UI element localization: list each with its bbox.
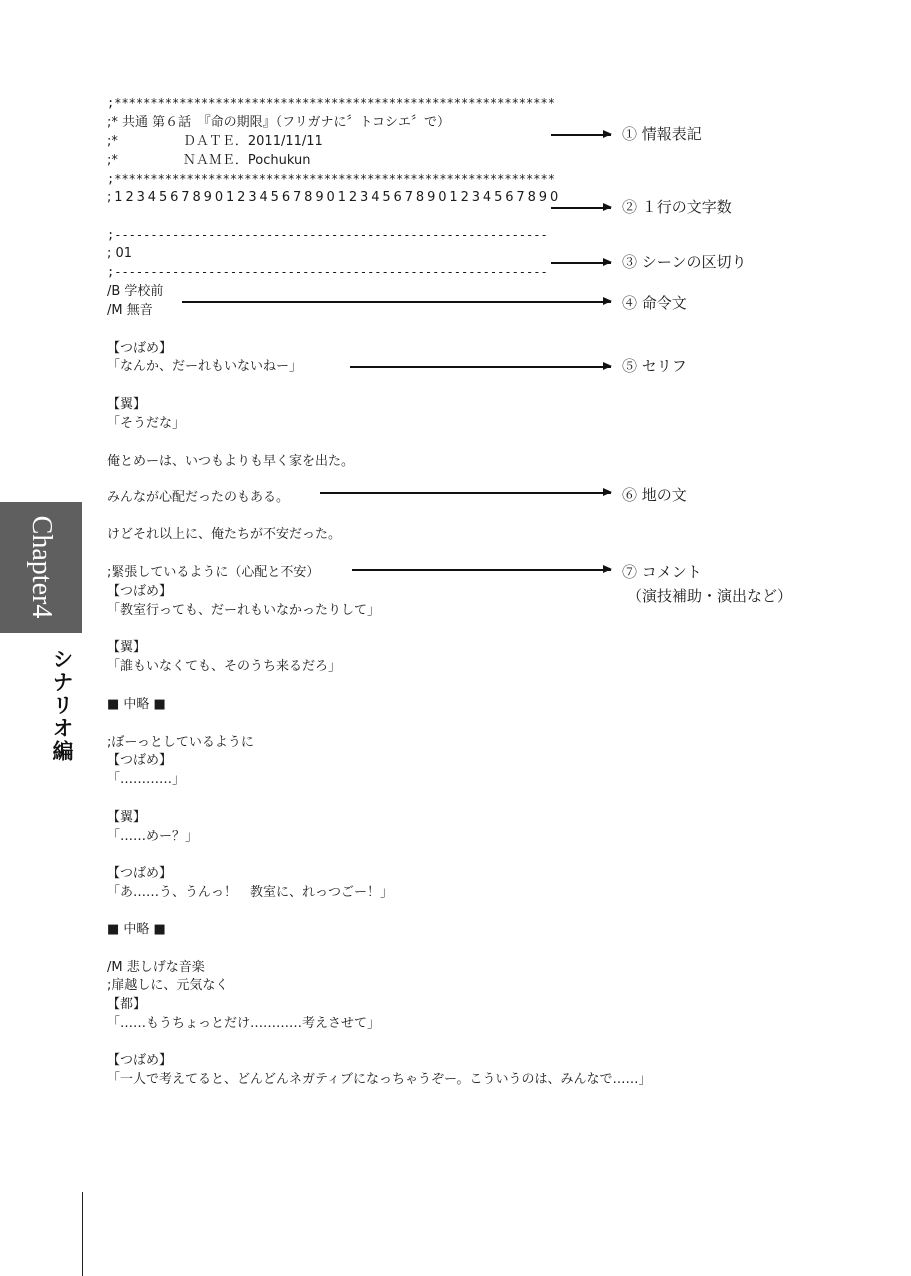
- dialogue-line: 「なんか、だーれもいないねー」: [107, 359, 303, 374]
- speaker-name: 【つばめ】: [107, 1053, 173, 1068]
- margin-rule: [82, 1192, 83, 1276]
- section-omission: ■ 中略 ■: [107, 922, 166, 937]
- char-count-ruler: ;1234567890123456789012345678901234567890: [107, 190, 562, 205]
- speaker-name: 【翼】: [107, 397, 147, 412]
- command-line: /M 悲しげな音楽: [107, 960, 205, 975]
- header-date-line: ;* ＤＡＴＥ．2011/11/11: [107, 134, 323, 149]
- scene-number: ; 01: [107, 246, 133, 261]
- callout-label-info: ① 情報表記: [622, 125, 702, 143]
- command-line: /M 無音: [107, 303, 153, 318]
- comment-line: ;扉越しに、元気なく: [107, 978, 229, 993]
- callout-arrow-comment: [352, 569, 611, 571]
- speaker-name: 【つばめ】: [107, 341, 173, 356]
- speaker-name: 【つばめ】: [107, 584, 173, 599]
- narration-line: みんなが心配だったのもある。: [107, 490, 290, 505]
- callout-label-char-count: ② １行の文字数: [622, 198, 732, 216]
- callout-label-command: ④ 命令文: [622, 294, 687, 312]
- callout-arrow-dialogue: [350, 366, 611, 368]
- dialogue-line: 「教室行っても、だーれもいなかったりして」: [107, 603, 381, 618]
- callout-arrow-scene: [551, 262, 611, 264]
- scene-divider-bottom: ;------------------------------------------------------------: [107, 265, 548, 279]
- narration-line: けどそれ以上に、俺たちが不安だった。: [107, 527, 342, 542]
- dialogue-line: 「一人で考えてると、どんどんネガティブになっちゃうぞー。こういうのは、みんなで……」: [107, 1072, 652, 1087]
- header-border-top: ;*************************************************************: [107, 96, 555, 110]
- scene-divider-top: ;------------------------------------------------------------: [107, 228, 548, 242]
- header-border-bottom: ;*************************************************************: [107, 172, 555, 186]
- dialogue-line: 「そうだな」: [107, 416, 186, 431]
- speaker-name: 【つばめ】: [107, 866, 173, 881]
- command-line: /B 学校前: [107, 284, 164, 299]
- header-title-line: ;* 共通 第６話 『命の期限』（フリガナに〞トコシエ〞で）: [107, 115, 450, 130]
- section-omission: ■ 中略 ■: [107, 697, 166, 712]
- callout-arrow-info: [551, 134, 611, 136]
- speaker-name: 【都】: [107, 997, 147, 1012]
- callout-label-narration: ⑥ 地の文: [622, 486, 687, 504]
- callout-arrow-command: [182, 301, 611, 303]
- dialogue-line: 「…………」: [107, 772, 186, 787]
- callout-arrow-narration: [320, 492, 611, 494]
- dialogue-line: 「あ……う、うんっ！ 教室に、れっつごー！」: [107, 885, 394, 900]
- callout-label-dialogue: ⑤ セリフ: [622, 357, 687, 375]
- comment-line: ;緊張しているように（心配と不安）: [107, 565, 320, 580]
- dialogue-line: 「……もうちょっとだけ…………考えさせて」: [107, 1016, 381, 1031]
- callout-label-scene: ③ シーンの区切り: [622, 253, 747, 271]
- speaker-name: 【翼】: [107, 640, 147, 655]
- chapter-label: Chapter4: [26, 515, 57, 619]
- callout-label-comment-detail: （演技補助・演出など）: [627, 587, 793, 605]
- header-name-line: ;* ＮＡＭＥ．Pochukun: [107, 153, 311, 168]
- narration-line: 俺とめーは、いつもよりも早く家を出た。: [107, 454, 355, 469]
- chapter-tab: [0, 502, 82, 633]
- speaker-name: 【翼】: [107, 810, 147, 825]
- speaker-name: 【つばめ】: [107, 753, 173, 768]
- callout-label-comment: ⑦ コメント: [622, 563, 702, 581]
- chapter-title: シナリオ編: [50, 648, 74, 763]
- comment-line: ;ぼーっとしているように: [107, 735, 254, 750]
- dialogue-line: 「誰もいなくても、そのうち来るだろ」: [107, 659, 342, 674]
- callout-arrow-char-count: [551, 207, 611, 209]
- dialogue-line: 「……めー？」: [107, 829, 199, 844]
